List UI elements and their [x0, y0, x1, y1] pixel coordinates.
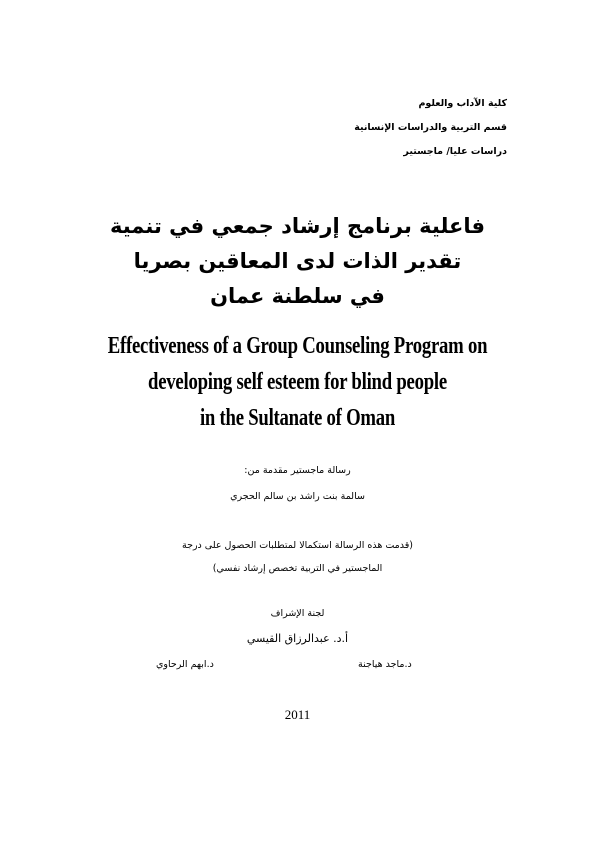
thesis-submitted-by-label: رسالة ماجستير مقدمة من: — [244, 465, 351, 476]
committee-member-2: د.ابهم الرحاوي — [156, 659, 214, 670]
thesis-purpose-line-2: الماجستير في التربية تخصص إرشاد نفسي) — [212, 563, 383, 574]
english-title-line-1: Effectiveness of a Group Counseling Program on — [107, 333, 488, 359]
thesis-author-name: سالمة بنت راشد بن سالم الحجري — [230, 491, 365, 502]
english-title-line-2: developing self esteem for blind people — [148, 369, 447, 395]
main-supervisor-name: أ.د. عبدالرزاق القيسي — [246, 632, 349, 645]
committee-member-1: د.ماجد هياجنة — [358, 659, 412, 670]
institution-college: كلية الآداب والعلوم — [418, 98, 507, 109]
institution-program: دراسات عليا/ ماجستير — [403, 146, 507, 157]
arabic-title-line-2: تقدير الذات لدى المعاقين بصريا — [133, 249, 462, 273]
arabic-title-line-1: فاعلية برنامج إرشاد جمعي في تنمية — [109, 214, 486, 238]
supervision-committee-label: لجنة الإشراف — [270, 608, 325, 619]
arabic-title-line-3: في سلطنة عمان — [210, 284, 385, 308]
thesis-year: 2011 — [284, 707, 311, 722]
english-title-line-3: in the Sultanate of Oman — [199, 405, 396, 431]
institution-department: قسم التربية والدراسات الإنسانية — [354, 122, 507, 133]
thesis-purpose-line-1: (قدمت هذه الرسالة استكمالا لمتطلبات الحصول على درجة — [181, 540, 414, 551]
